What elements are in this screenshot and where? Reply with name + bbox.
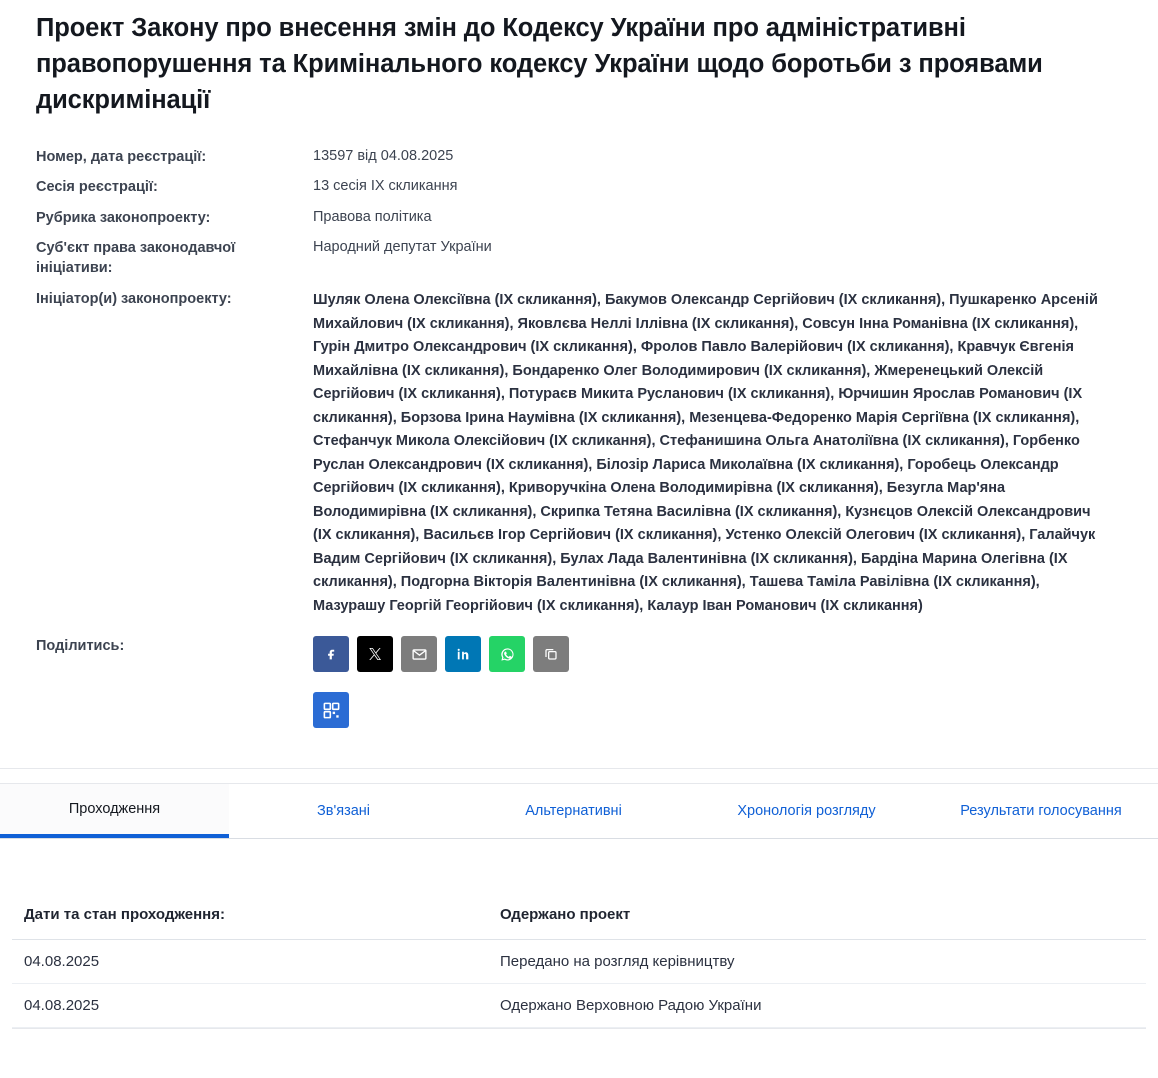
meta-value-rubric: Правова політика bbox=[313, 208, 432, 225]
meta-row-session bbox=[36, 177, 1122, 198]
meta-value-number: 13597 від 04.08.2025 bbox=[313, 147, 454, 164]
tab-prohodzhennya[interactable]: Проходження bbox=[0, 784, 229, 838]
meta-row-initiators bbox=[36, 289, 1122, 618]
twitter-share-button[interactable] bbox=[357, 636, 393, 672]
meta-label-number: Номер, дата реєстрації: bbox=[36, 148, 207, 165]
whatsapp-icon bbox=[499, 646, 516, 663]
progress-table bbox=[12, 892, 1146, 1028]
email-icon bbox=[411, 646, 428, 663]
twitter-icon bbox=[367, 646, 383, 662]
tab-zviazani[interactable]: Зв'язані bbox=[316, 803, 371, 820]
copy-icon bbox=[543, 646, 559, 662]
meta-value-subject: Народний депутат України bbox=[313, 239, 492, 256]
cell-state: Одержано Верховною Радою України bbox=[488, 984, 1146, 1028]
share-row-second bbox=[313, 680, 613, 728]
column-header-received: Одержано проект bbox=[488, 892, 1146, 940]
cell-state: Передано на розгляд керівництву bbox=[488, 940, 1146, 984]
share-label: Поділитись: bbox=[36, 638, 125, 655]
meta-row-number bbox=[36, 147, 1122, 168]
meta-row-rubric bbox=[36, 208, 1122, 229]
share-section bbox=[36, 636, 1122, 728]
page-title: Проект Закону про внесення змін до Кодексу України про адміністративні правопорушення та Кримінального кодексу України щодо боротьби з проявами дискримінації bbox=[36, 14, 1043, 115]
meta-row-subject bbox=[36, 238, 1122, 278]
email-share-button[interactable] bbox=[401, 636, 437, 672]
meta-value-initiators: Шуляк Олена Олексіївна (IX скликання), Бакумов Олександр Сергійович (IX скликання), Пушкаренко Арсеній Михайлович (IX скликання), Яковлєва Неллі Іллівна (IX скликання), Совсун Інна Романівна (IX скликання), Гурін Дмитро Олександрович (IX скликання), Фролов Павло Валерійович (IX скликання), Кравчук Євгенія Михайлівна (IX скликання), Бондаренко Олег Володимирович (IX скликання), Жмеренецький Олексій Сергійович (IX скликання), Потураєв Микита Русланович (IX скликання), Юрчишин Ярослав Романович (IX скликання), Борзова Ірина Наумівна (IX скликання), Мезенцева-Федоренко Марія Сергіївна (IX скликання), Стефанчук Микола Олексійович (IX скликання), Стефанишина Ольга Анатоліївна (IX скликання), Горбенко Руслан Олександрович (IX скликання), Білозір Лариса Миколаївна (IX скликання), Горобець Олександр Сергійович (IX скликання), Криворучкіна Олена Володимирівна (IX скликання), Безугла Мар'яна Володимирівна (IX скликання), Скрипка Тетяна Василівна (IX скликання), Кузнєцов Олексій Олександрович (IX скликання), Васильєв Ігор Сергійович (IX скликання), Устенко Олексій Олегович (IX скликання), Галайчук Вадим Сергійович (IX скликання), Булах Лада Валентинівна (IX скликання), Бардіна Марина Олегівна (IX скликання), Подгорна Вікторія Валентинівна (IX скликання), Ташева Таміла Равілівна (IX скликання), Мазурашу Георгій Георгійович (IX скликання), Калаур Іван Романович (IX скликання) bbox=[313, 292, 1098, 614]
tab-alternatyvni[interactable]: Альтернативні bbox=[525, 803, 622, 820]
bottom-divider bbox=[12, 1028, 1146, 1029]
copy-link-button[interactable] bbox=[533, 636, 569, 672]
column-header-dates: Дати та стан проходження: bbox=[12, 892, 488, 940]
cell-date: 04.08.2025 bbox=[12, 940, 488, 984]
facebook-icon bbox=[323, 646, 339, 662]
qr-code-button[interactable] bbox=[313, 692, 349, 728]
tab-bar bbox=[0, 783, 1158, 839]
linkedin-share-button[interactable] bbox=[445, 636, 481, 672]
meta-label-subject: Суб'єкт права законодавчої ініціативи: bbox=[36, 240, 236, 276]
facebook-share-button[interactable] bbox=[313, 636, 349, 672]
linkedin-icon bbox=[455, 646, 471, 662]
meta-value-session: 13 сесія IX скликання bbox=[313, 178, 458, 195]
meta-label-rubric: Рубрика законопроекту: bbox=[36, 209, 211, 226]
bill-metadata bbox=[0, 147, 1158, 729]
table-header-row bbox=[12, 892, 1146, 940]
qr-code-icon bbox=[322, 701, 341, 720]
meta-label-session: Сесія реєстрації: bbox=[36, 179, 158, 196]
table-row bbox=[12, 940, 1146, 984]
tab-khronolohiia-rozghliadu[interactable]: Хронологія розгляду bbox=[737, 803, 876, 820]
tab-rezultaty-holosuvannia[interactable]: Результати голосування bbox=[960, 803, 1122, 820]
cell-date: 04.08.2025 bbox=[12, 984, 488, 1028]
tab-content-spacer bbox=[0, 839, 1158, 892]
table-row bbox=[12, 984, 1146, 1028]
whatsapp-share-button[interactable] bbox=[489, 636, 525, 672]
meta-label-initiators: Ініціатор(и) законопроекту: bbox=[36, 291, 232, 308]
share-button-group bbox=[313, 636, 613, 728]
